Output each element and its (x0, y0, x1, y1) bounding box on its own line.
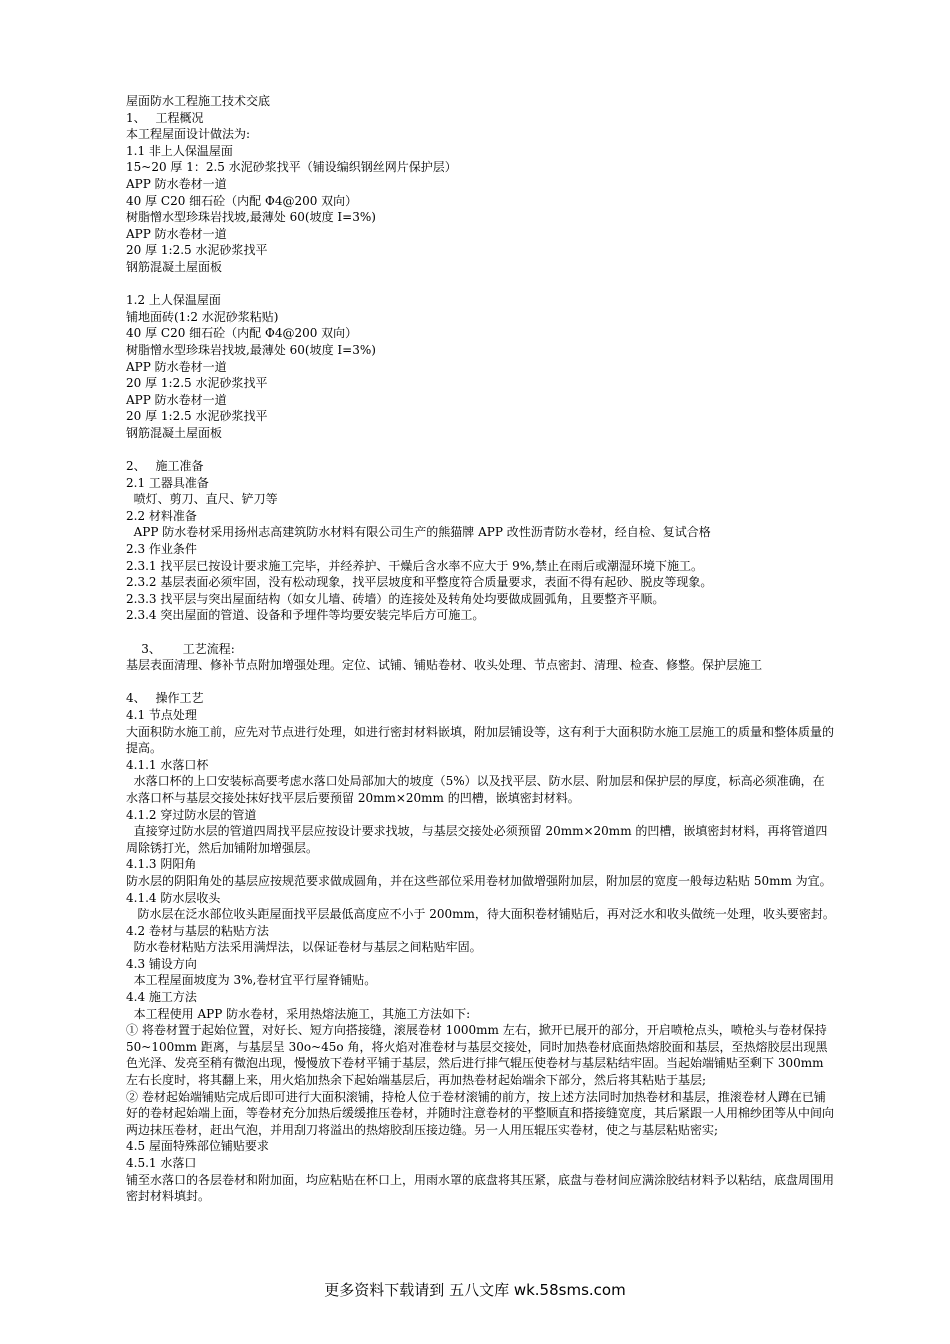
text-line: 2、 施工准备 (126, 459, 204, 474)
text-line: 3、 工艺流程: (126, 641, 235, 656)
text-line: 2.1 工器具准备 (126, 475, 209, 490)
text-line: 40 厚 C20 细石砼（内配 Φ4@200 双向） (126, 326, 358, 341)
text-line: ② 卷材起始端铺贴完成后即可进行大面积滚铺，持枪人位于卷材滚铺的前方，按上述方法同时加热卷材和基层，推滚卷材人蹲在已铺好的卷材起始端上面，等卷材充分加热后缓缓推压卷材，并随时注意卷材的平整顺直和搭接缝宽度，其后紧跟一人用棉纱团等从中间向两边抹压卷材，赶出气泡，并用刮刀将溢出的热熔胶刮压接边缝。另一人用压辊压实卷材，使之与基层粘贴密实; (126, 1089, 835, 1137)
text-line: 喷灯、剪刀、直尺、铲刀等 (126, 492, 278, 507)
text-line: 4.3 铺设方向 (126, 956, 197, 971)
blank-line (126, 674, 836, 691)
blank-line (126, 441, 836, 458)
text-line: 4.1.2 穿过防水层的管道 (126, 807, 257, 822)
text-line: 本工程屋面设计做法为: (126, 127, 251, 142)
text-line: ① 将卷材置于起始位置，对好长、短方向搭接缝，滚展卷材 1000mm 左右，掀开已展开的部分，开启喷枪点头，喷枪头与卷材保持 50~100mm 距离，与基层呈 30o~45o 角，将火焰对准卷材与基层交接处，同时加热卷材底面热熔胶面和基层，至热熔胶层出现黑色光泽、发亮至稍有微泡出现，慢慢放下卷材平铺于基层，然后进行排气辊压使卷材与基层粘结牢固。当起始端铺贴至剩下 300mm 左右长度时，将其翻上来，用火焰加热余下起始端基层后，再加热卷材起始端余下部分，然后将其粘贴于基层; (126, 1023, 831, 1088)
text-line: 钢筋混凝土屋面板 (126, 259, 223, 274)
text-line: 1.1 非上人保温屋面 (126, 143, 233, 158)
document-body (126, 93, 836, 1205)
text-line: 20 厚 1:2.5 水泥砂浆找平 (126, 243, 268, 258)
text-line: APP 防水卷材一道 (126, 176, 227, 191)
text-line: 4.5.1 水落口 (126, 1156, 197, 1170)
text-line: 钢筋混凝土屋面板 (126, 425, 223, 440)
text-line: 4.1.1 水落口杯 (126, 757, 209, 772)
text-line: APP 防水卷材一道 (126, 359, 227, 374)
text-line: 水落口杯的上口安装标高要考虑水落口处局部加大的坡度（5%）以及找平层、防水层、附加层和保护层的厚度，标高必须准确，在水落口杯与基层交接处抹好找平层后要预留 20mm×20mm 的凹槽，嵌填密封材料。 (126, 774, 825, 805)
text-line: 2.3.4 突出屋面的管道、设备和予埋件等均要安装完毕后方可施工。 (126, 608, 485, 623)
text-line: APP 防水卷材采用扬州志高建筑防水材料有限公司生产的熊猫牌 APP 改性沥青防水卷材，经自检、复试合格 (126, 525, 711, 540)
text-line: 基层表面清理、修补节点附加增强处理。定位、试铺、铺贴卷材、收头处理、节点密封、清理、检查、修整。保护层施工 (126, 658, 763, 673)
text-line: 铺至水落口的各层卷材和附加面，均应粘贴在杯口上，用雨水罩的底盘将其压紧，底盘与卷材间应满涂胶结材料予以粘结，底盘周围用密封材料填封。 (126, 1172, 835, 1204)
text-line: 4.1.4 防水层收头 (126, 890, 221, 905)
document-title: 屋面防水工程施工技术交底 (126, 94, 271, 108)
text-line: 4、 操作工艺 (126, 691, 204, 706)
text-line: 防水层在泛水部位收头距屋面找平层最低高度应不小于 200mm，待大面积卷材铺贴后，再对泛水和收头做统一处理，收头要密封。 (126, 907, 835, 922)
text-line: 4.5 屋面特殊部位铺贴要求 (126, 1139, 269, 1154)
text-line: 铺地面砖(1:2 水泥砂浆粘贴) (126, 309, 279, 324)
text-line: 大面积防水施工前，应先对节点进行处理，如进行密封材料嵌填，附加层铺设等，这有利于大面积防水施工层施工的质量和整体质量的提高。 (126, 724, 835, 756)
text-line: 4.1.3 阴阳角 (126, 857, 197, 872)
text-line: 20 厚 1:2.5 水泥砂浆找平 (126, 409, 268, 424)
text-line: 15~20 厚 1：2.5 水泥砂浆找平（铺设编织钢丝网片保护层） (126, 160, 457, 175)
text-line: 本工程使用 APP 防水卷材，采用热熔法施工，其施工方法如下: (126, 1006, 471, 1021)
text-line: 1、 工程概况 (126, 110, 204, 125)
text-line: 2.2 材料准备 (126, 508, 197, 523)
text-line: 1.2 上人保温屋面 (126, 293, 221, 308)
text-line: 树脂憎水型珍珠岩找坡,最薄处 60(坡度 I=3%) (126, 210, 376, 225)
text-line: 4.4 施工方法 (126, 990, 197, 1005)
text-line: 2.3.2 基层表面必须牢固，没有松动现象，找平层坡度和平整度符合质量要求，表面不得有起砂、脱皮等现象。 (126, 575, 713, 590)
blank-line (126, 624, 836, 641)
text-line: 4.2 卷材与基层的粘贴方法 (126, 923, 269, 938)
footer-text: 更多资料下载请到 五八文库 wk.58sms.com (324, 1281, 626, 1299)
text-line: 2.3.1 找平层已按设计要求施工完毕，并经养护、干燥后含水率不应大于 9%,禁止在雨后或潮湿环境下施工。 (126, 558, 704, 573)
text-line: 40 厚 C20 细石砼（内配 Φ4@200 双向） (126, 193, 358, 208)
text-line: 本工程屋面坡度为 3%,卷材宜平行屋脊铺贴。 (126, 973, 377, 988)
text-line: 防水层的阴阳角处的基层应按规范要求做成圆角，并在这些部位采用卷材加做增强附加层，附加层的宽度一般每边粘贴 50mm 为宜。 (126, 873, 832, 888)
blank-line (126, 276, 836, 293)
text-line: 2.3.3 找平层与突出屋面结构（如女儿墙、砖墙）的连接处及转角处均要做成圆弧角，且要整齐平顺。 (126, 591, 665, 606)
text-line: APP 防水卷材一道 (126, 226, 227, 241)
text-line: 直接穿过防水层的管道四周找平层应按设计要求找坡，与基层交接处必须预留 20mm×20mm 的凹槽，嵌填密封材料，再将管道四周除锈打光，然后加铺附加增强层。 (126, 824, 828, 855)
text-line: 2.3 作业条件 (126, 542, 197, 557)
text-line: APP 防水卷材一道 (126, 392, 227, 407)
text-line: 20 厚 1:2.5 水泥砂浆找平 (126, 376, 268, 391)
text-line: 树脂憎水型珍珠岩找坡,最薄处 60(坡度 I=3%) (126, 342, 376, 357)
text-line: 防水卷材粘贴方法采用满焊法，以保证卷材与基层之间粘贴牢固。 (126, 940, 482, 955)
text-line: 4.1 节点处理 (126, 707, 197, 722)
